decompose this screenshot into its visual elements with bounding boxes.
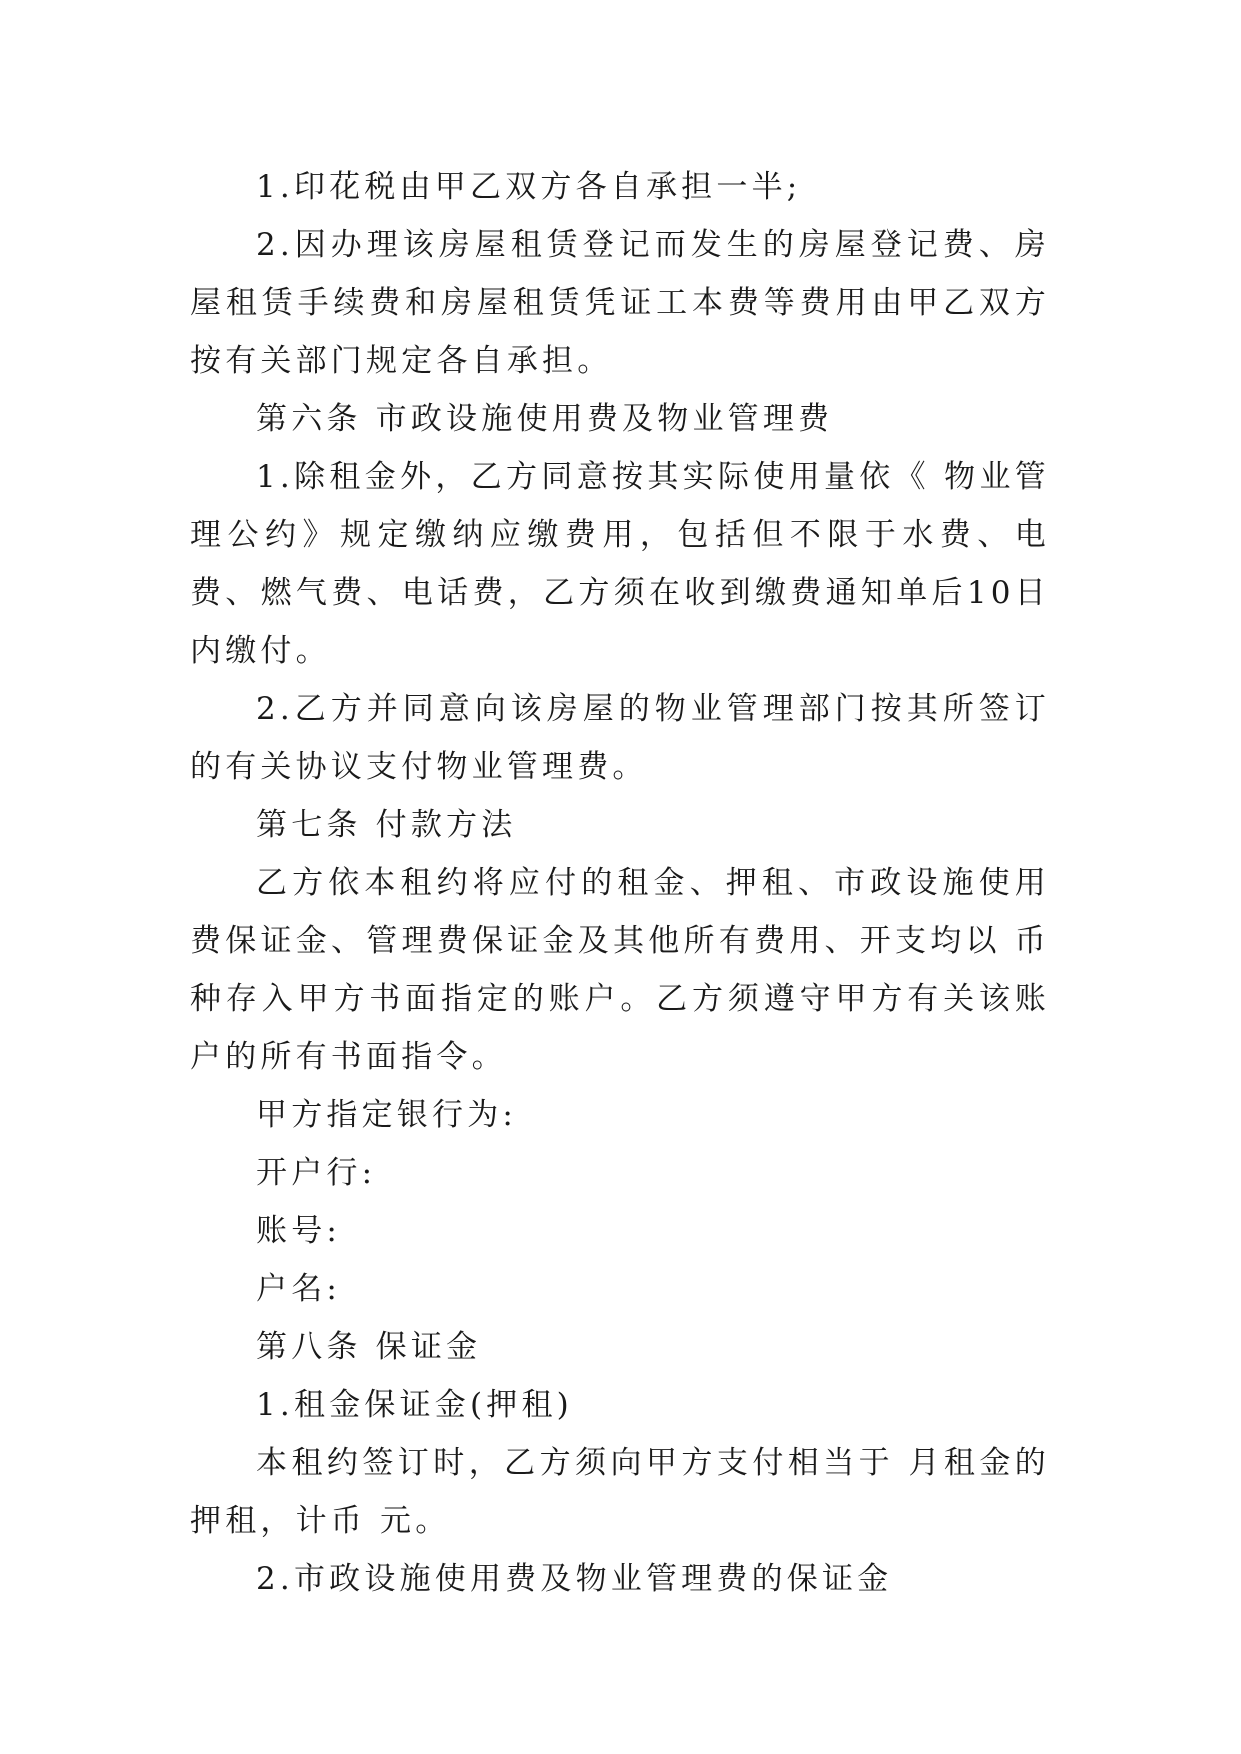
bank-branch-label: 开户行: [256,1155,377,1191]
article-6-heading: 第六条 市政设施使用费及物业管理费 [256,401,834,437]
bank-designation-label: 甲方指定银行为: [256,1097,518,1133]
paragraph-registration-fees: 2.因办理该房屋租赁登记而发生的房屋登记费、房屋租赁手续费和房屋租赁凭证工本费等费用由甲乙双方按有关部门规定各自承担。 [190,227,1050,379]
paragraph-rent-deposit-terms: 本租约签订时，乙方须向甲方支付相当于 月租金的押租，计币 元。 [190,1445,1050,1539]
article-7-heading: 第七条 付款方法 [256,807,517,843]
paragraph-utility-fees: 1.除租金外，乙方同意按其实际使用量依《 物业管理公约》规定缴纳应缴费用，包括但不限于水费、电费、燃气费、电话费，乙方须在收到缴费通知单后10日内缴付。 [190,459,1050,669]
paragraph-payment-method: 乙方依本租约将应付的租金、押租、市政设施使用费保证金、管理费保证金及其他所有费用、开支均以 币种存入甲方书面指定的账户。乙方须遵守甲方有关该账户的所有书面指令。 [190,865,1050,1075]
document-page [190,158,1050,1608]
paragraph-rent-deposit-title: 1.租金保证金(押租) [256,1387,573,1423]
paragraph-property-management-fee: 2.乙方并同意向该房屋的物业管理部门按其所签订的有关协议支付物业管理费。 [190,691,1050,785]
paragraph-utility-deposit-title: 2.市政设施使用费及物业管理费的保证金 [256,1561,893,1597]
article-8-heading: 第八条 保证金 [256,1329,482,1365]
account-number-label: 账号: [256,1213,342,1249]
account-name-label: 户名: [256,1271,342,1307]
paragraph-stamp-tax: 1.印花税由甲乙双方各自承担一半; [256,169,802,205]
